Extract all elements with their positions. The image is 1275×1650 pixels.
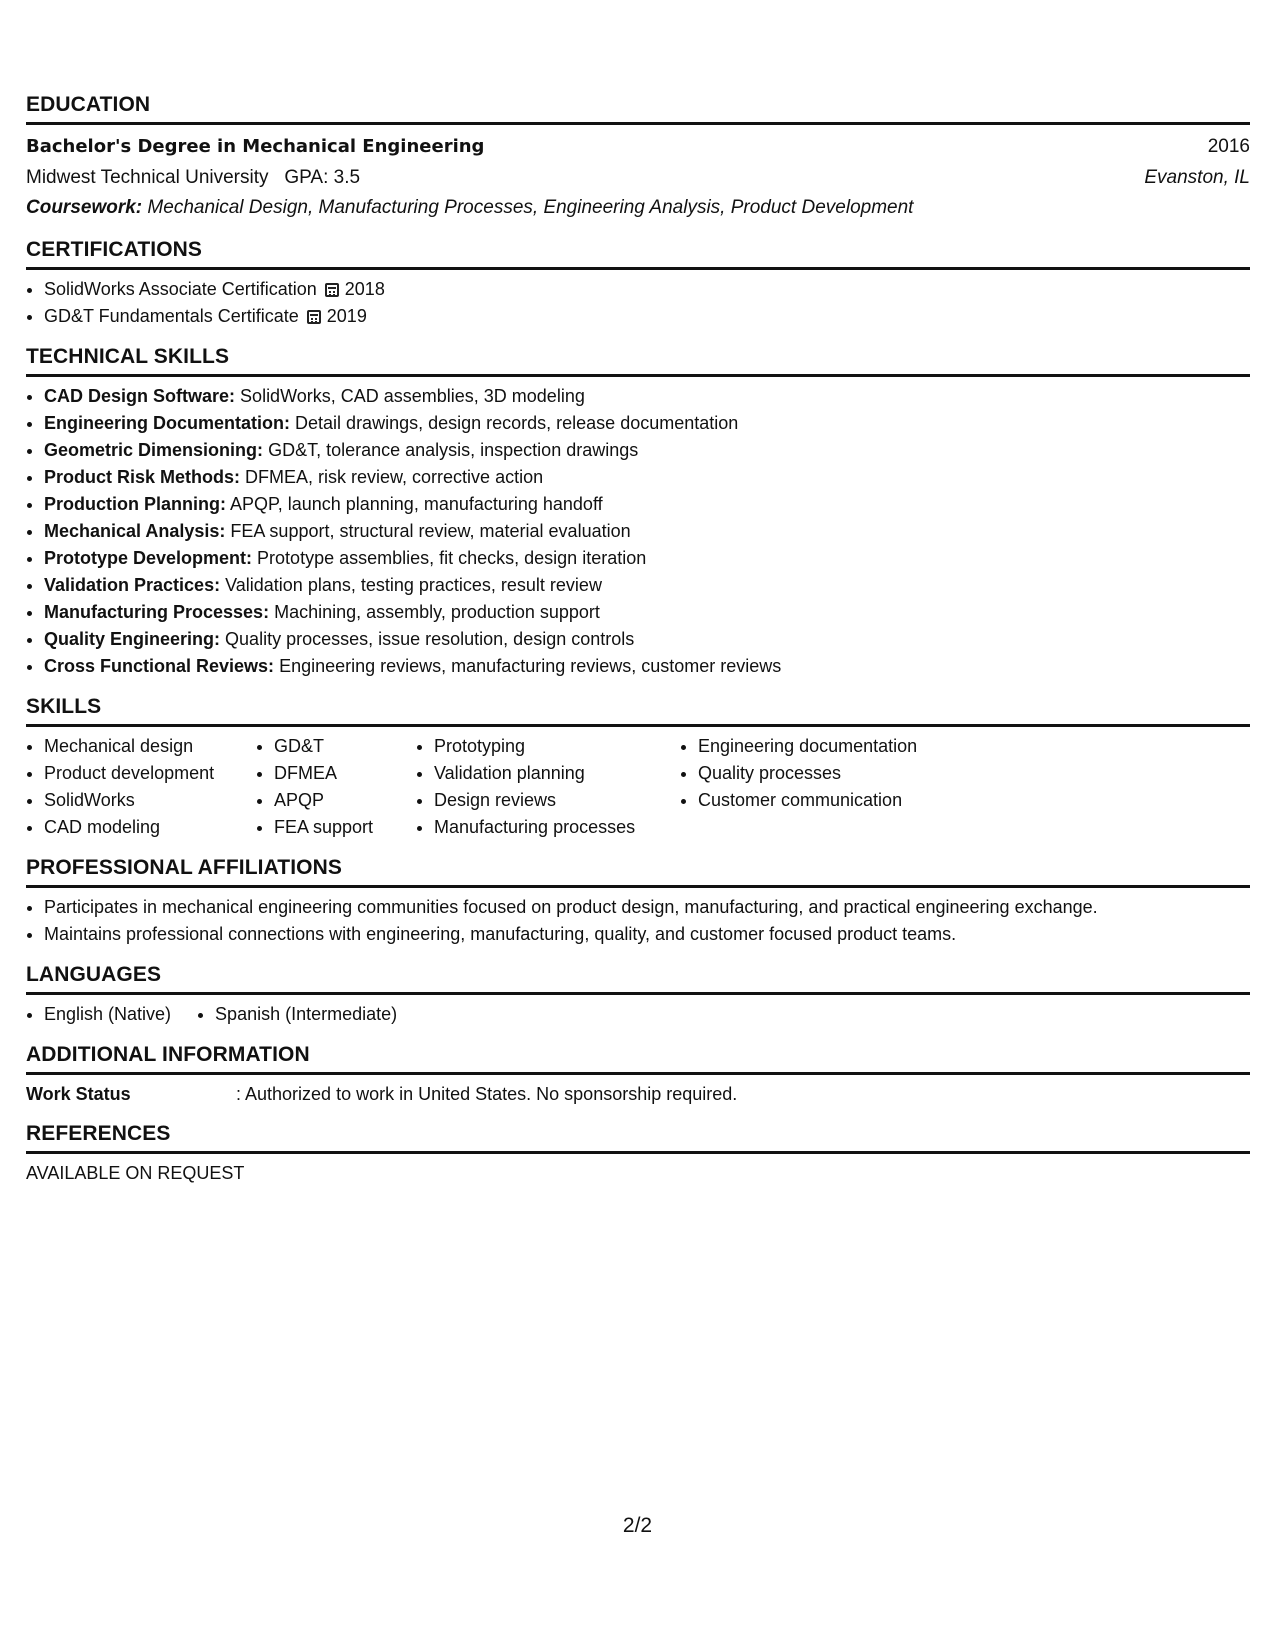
section-title: TECHNICAL SKILLS — [26, 344, 1250, 377]
coursework — [26, 193, 1250, 223]
skill-details: SolidWorks, CAD assemblies, 3D modeling — [240, 386, 585, 406]
school-location: Evanston, IL — [1144, 167, 1250, 188]
certification-name: GD&T Fundamentals Certificate — [44, 306, 299, 326]
skill-category: Mechanical Analysis: — [44, 521, 226, 541]
skill-item: • Validation planning — [434, 760, 680, 787]
calendar-icon — [325, 283, 339, 297]
skill-item: • GD&T — [274, 733, 416, 760]
skill-category: Cross Functional Reviews: — [44, 656, 275, 676]
skill-details: APQP, launch planning, manufacturing handoff — [230, 494, 603, 514]
skill-item: • Design reviews — [434, 787, 680, 814]
section-title: LANGUAGES — [26, 962, 1250, 995]
languages-section — [26, 962, 1250, 1028]
list-item — [44, 653, 1250, 680]
list-item — [44, 572, 1250, 599]
language-item: • English (Native) — [44, 1001, 171, 1028]
page-number: 2/2 — [622, 1514, 653, 1537]
list-item — [44, 383, 1250, 410]
skills-column — [680, 733, 1098, 841]
skill-item: • DFMEA — [274, 760, 416, 787]
languages-list — [26, 1001, 1250, 1028]
references-text: AVAILABLE ON REQUEST — [26, 1163, 245, 1183]
skills-section — [26, 694, 1250, 841]
gpa: GPA: 3.5 — [284, 167, 361, 188]
affiliations-list — [26, 894, 1250, 948]
list-item — [44, 626, 1250, 653]
list-item — [44, 545, 1250, 572]
list-item — [44, 437, 1250, 464]
skill-details: Engineering reviews, manufacturing reviews, customer reviews — [279, 656, 782, 676]
skill-item: • Prototyping — [434, 733, 680, 760]
skill-category: Geometric Dimensioning: — [44, 440, 264, 460]
skill-item: • FEA support — [274, 814, 416, 841]
skill-category: CAD Design Software: — [44, 386, 236, 406]
skill-details: Prototype assemblies, fit checks, design iteration — [257, 548, 647, 568]
skill-category: Engineering Documentation: — [44, 413, 291, 433]
skill-category: Production Planning: — [44, 494, 226, 514]
education-section — [26, 92, 1250, 223]
section-title: REFERENCES — [26, 1121, 1250, 1154]
list-item — [44, 303, 1250, 330]
skill-details: DFMEA, risk review, corrective action — [245, 467, 544, 487]
work-status-value: : Authorized to work in United States. No sponsorship required. — [236, 1084, 738, 1104]
list-item — [44, 599, 1250, 626]
school-row — [26, 162, 1250, 193]
skill-item: • Product development — [44, 760, 256, 787]
skills-column — [416, 733, 680, 841]
certification-list — [26, 276, 1250, 330]
work-status-row — [26, 1081, 1250, 1107]
skill-item: • APQP — [274, 787, 416, 814]
skill-item: • Quality processes — [698, 760, 1098, 787]
skill-item: • Mechanical design — [44, 733, 256, 760]
skills-grid — [26, 733, 1250, 841]
degree-row — [26, 131, 1250, 162]
list-item: • Maintains professional connections with engineering, manufacturing, quality, and customer focused product teams. — [44, 921, 1250, 948]
list-item — [44, 518, 1250, 545]
language-item: • Spanish (Intermediate) — [215, 1001, 397, 1028]
skill-details: FEA support, structural review, material evaluation — [230, 521, 631, 541]
skill-item: • SolidWorks — [44, 787, 256, 814]
list-item — [44, 410, 1250, 437]
additional-info-section — [26, 1042, 1250, 1107]
skills-column — [256, 733, 416, 841]
skill-category: Manufacturing Processes: — [44, 602, 270, 622]
skill-details: Validation plans, testing practices, result review — [225, 575, 602, 595]
technical-skills-section — [26, 344, 1250, 680]
school-info — [26, 162, 360, 193]
degree-name: Bachelor's Degree in Mechanical Engineering — [26, 136, 485, 157]
graduation-year: 2016 — [1207, 136, 1250, 157]
section-title: CERTIFICATIONS — [26, 237, 1250, 270]
affiliations-section — [26, 855, 1250, 948]
skills-column — [26, 733, 256, 841]
certification-year: 2019 — [326, 306, 367, 326]
skill-details: Detail drawings, design records, release documentation — [295, 413, 739, 433]
list-item — [44, 464, 1250, 491]
list-item: • Participates in mechanical engineering communities focused on product design, manufacturing, and practical engineering exchange. — [44, 894, 1250, 921]
school-name: Midwest Technical University — [26, 167, 269, 188]
skill-details: GD&T, tolerance analysis, inspection drawings — [268, 440, 639, 460]
skill-category: Validation Practices: — [44, 575, 221, 595]
coursework-label: Coursework: — [26, 197, 143, 218]
coursework-list: Mechanical Design, Manufacturing Processes, Engineering Analysis, Product Development — [147, 197, 914, 218]
skill-item: • CAD modeling — [44, 814, 256, 841]
references-section — [26, 1121, 1250, 1186]
skill-category: Prototype Development: — [44, 548, 253, 568]
work-status-label: Work Status — [26, 1084, 131, 1104]
skill-details: Machining, assembly, production support — [274, 602, 600, 622]
section-title: EDUCATION — [26, 92, 1250, 125]
skill-item: • Engineering documentation — [698, 733, 1098, 760]
section-title: ADDITIONAL INFORMATION — [26, 1042, 1250, 1075]
section-title: SKILLS — [26, 694, 1250, 727]
technical-skills-list — [26, 383, 1250, 680]
resume-page — [26, 92, 1250, 1200]
skill-category: Quality Engineering: — [44, 629, 221, 649]
calendar-icon — [307, 310, 321, 324]
certifications-section — [26, 237, 1250, 330]
skill-item: • Customer communication — [698, 787, 1098, 814]
skill-item: • Manufacturing processes — [434, 814, 680, 841]
skill-category: Product Risk Methods: — [44, 467, 241, 487]
list-item — [44, 491, 1250, 518]
certification-year: 2018 — [344, 279, 385, 299]
certification-name: SolidWorks Associate Certification — [44, 279, 317, 299]
list-item — [44, 276, 1250, 303]
skill-details: Quality processes, issue resolution, design controls — [225, 629, 635, 649]
section-title: PROFESSIONAL AFFILIATIONS — [26, 855, 1250, 888]
